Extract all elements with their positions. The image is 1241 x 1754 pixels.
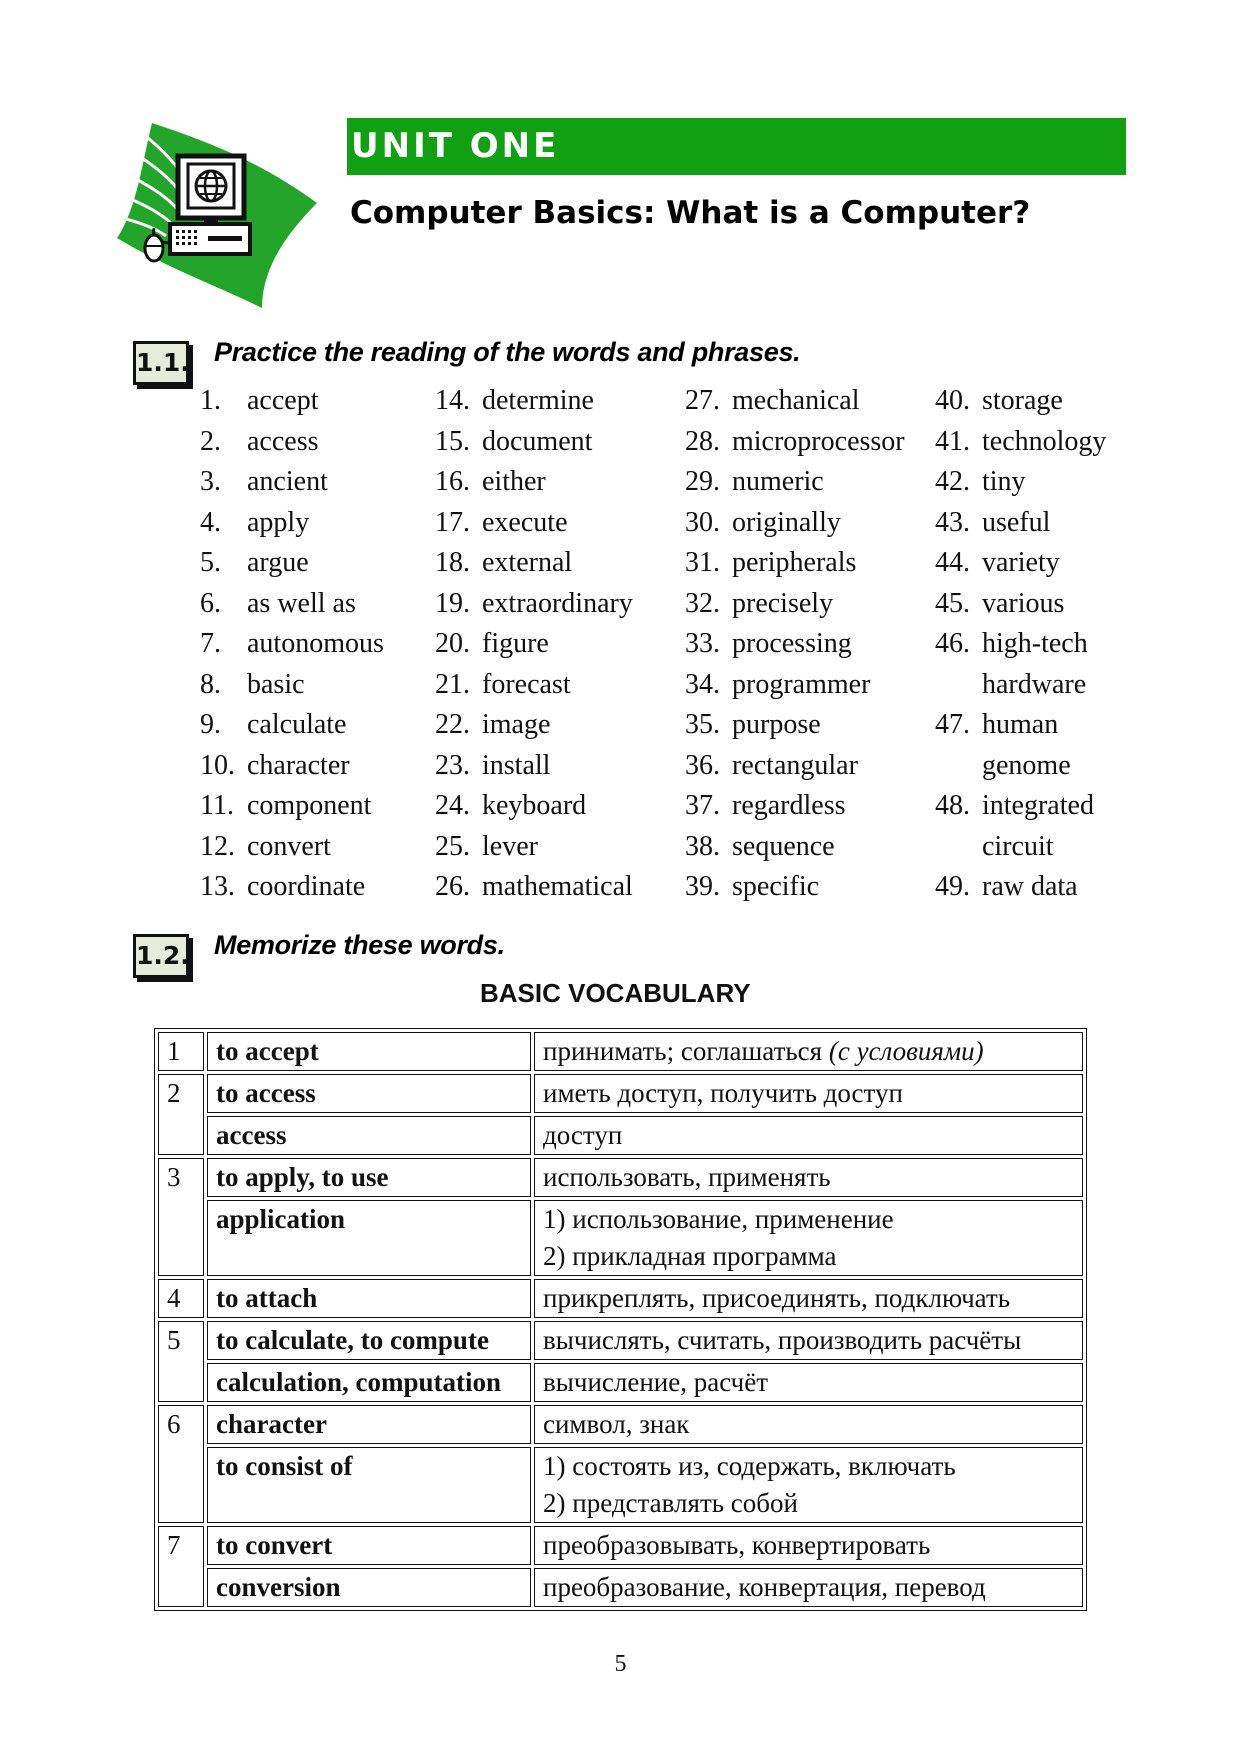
vocabulary-row [158,1116,1083,1155]
word-list-item [685,665,935,706]
word-number: 12. [200,830,235,862]
word-number: 33. [685,628,720,659]
word-list-item [435,422,685,463]
word-text: determine [482,385,594,416]
word-number: 18. [435,547,470,578]
word-text: mechanical [732,385,860,416]
word-number: 45. [935,587,970,619]
word-list-item [200,786,430,827]
word-column-2 [435,381,685,908]
word-text: install [482,749,551,781]
word-list-item [200,705,430,746]
word-list-item [685,462,935,503]
computer-globe-icon [112,118,327,313]
word-text: execute [482,506,568,538]
word-list-item [935,827,1135,868]
word-list-item [200,462,430,503]
word-number: 26. [435,871,470,902]
word-list-item [685,543,935,584]
word-text: human [982,709,1059,740]
word-number: 41. [935,425,970,457]
word-text: access [247,425,319,457]
word-number: 23. [435,749,470,781]
word-list-item [685,746,935,787]
translation-text: преобразование, конвертация, перевод [543,1572,986,1602]
word-text: calculate [247,709,347,740]
english-term: application [207,1200,531,1276]
word-text: specific [732,871,820,902]
english-term: to consist of [207,1447,531,1523]
english-term: access [207,1116,531,1155]
word-list-item [200,584,430,625]
word-text: coordinate [247,871,366,902]
word-list-item [200,543,430,584]
word-number: 8. [200,668,221,700]
vocabulary-number: 3 [158,1158,204,1276]
translation-note: (с условиями) [828,1036,984,1066]
word-list-item [935,462,1135,503]
word-text: document [482,425,593,457]
word-number: 3. [200,466,221,497]
russian-translation [534,1116,1083,1155]
vocabulary-row [158,1363,1083,1402]
word-list-item [435,705,685,746]
word-number: 1. [200,385,221,416]
word-number: 30. [685,506,720,538]
word-text: figure [482,628,549,659]
vocabulary-number: 1 [158,1032,204,1071]
word-number: 9. [200,709,221,740]
vocabulary-row [158,1447,1083,1523]
word-number: 38. [685,830,720,862]
russian-translation [534,1279,1083,1318]
translation-line: 2) представлять собой [543,1488,798,1518]
word-number: 40. [935,385,970,416]
vocabulary-heading: BASIC VOCABULARY [480,978,751,1008]
word-list-item [935,867,1135,908]
word-number: 47. [935,709,970,740]
word-list-item [935,624,1135,665]
word-text: forecast [482,668,571,700]
word-number: 5. [200,547,221,578]
word-text: component [247,790,372,821]
word-list-item [200,665,430,706]
word-number: 24. [435,790,470,821]
word-list-item [435,584,685,625]
unit-logo [112,118,327,313]
word-text: character [247,749,350,781]
russian-translation [534,1447,1083,1523]
word-text: integrated [982,790,1094,821]
word-number: 27. [685,385,720,416]
word-number: 35. [685,709,720,740]
word-text: apply [247,506,310,538]
word-text: storage [982,385,1063,416]
russian-translation [534,1321,1083,1360]
word-list-item [200,827,430,868]
word-list-item [200,381,430,422]
translation-line: 2) прикладная программа [543,1241,837,1271]
word-number: 25. [435,830,470,862]
page-title: Computer Basics: What is a Computer? [350,195,1031,231]
word-number: 22. [435,709,470,740]
unit-banner: UNIT ONE [347,118,1126,175]
word-number: 34. [685,668,720,700]
word-text: circuit [982,830,1054,862]
vocabulary-number: 6 [158,1405,204,1523]
word-text: image [482,709,551,740]
word-number: 39. [685,871,720,902]
word-list-item [685,381,935,422]
word-number: 37. [685,790,720,821]
translation-text: иметь доступ, получить доступ [543,1078,903,1108]
word-number: 10. [200,749,235,781]
word-text: argue [247,547,309,578]
word-text: high-tech [982,628,1088,659]
vocabulary-row [158,1074,1083,1113]
word-text: either [482,466,546,497]
translation-text: доступ [543,1120,623,1150]
word-list-item [435,786,685,827]
word-list-item [200,422,430,463]
word-text: ancient [247,466,328,497]
exercise-instruction-1-1: Practice the reading of the words and phrases. [214,337,801,367]
english-term: character [207,1405,531,1444]
word-number: 19. [435,587,470,619]
word-text: useful [982,506,1051,538]
word-list-item [435,503,685,544]
word-text: regardless [732,790,846,821]
word-text: sequence [732,830,835,862]
exercise-badge-1-2: 1.2. [133,934,189,978]
word-text: raw data [982,871,1078,902]
word-number: 20. [435,628,470,659]
word-list-item [685,786,935,827]
word-column-3 [685,381,935,908]
word-number: 32. [685,587,720,619]
word-list-item [435,543,685,584]
word-text: accept [247,385,319,416]
vocabulary-number: 2 [158,1074,204,1155]
translation-text: вычисление, расчёт [543,1367,769,1397]
word-list-item [685,827,935,868]
word-list-item [935,543,1135,584]
word-list-item [685,503,935,544]
exercise-instruction-1-2: Memorize these words. [214,930,505,960]
english-term: to accept [207,1032,531,1071]
word-text: precisely [732,587,834,619]
translation-text: прикреплять, присоединять, подключать [543,1283,1011,1313]
word-list-item [435,746,685,787]
word-text: peripherals [732,547,857,578]
translation-text: символ, знак [543,1409,690,1439]
word-column-4 [935,381,1135,908]
word-number: 15. [435,425,470,457]
word-list-item [685,705,935,746]
word-list-item [435,624,685,665]
vocabulary-row [158,1200,1083,1276]
vocabulary-row [158,1405,1083,1444]
word-list-item [935,584,1135,625]
word-list-item [435,867,685,908]
word-number: 31. [685,547,720,578]
english-term: conversion [207,1568,531,1607]
vocabulary-number: 7 [158,1526,204,1607]
word-number: 13. [200,871,235,902]
russian-translation [534,1200,1083,1276]
word-list-item [435,462,685,503]
word-number: 36. [685,749,720,781]
translation-text: преобразовывать, конвертировать [543,1530,931,1560]
word-number: 7. [200,628,221,659]
translation-text: вычислять, считать, производить расчёты [543,1325,1022,1355]
english-term: calculation, computation [207,1363,531,1402]
word-number: 14. [435,385,470,416]
word-text: processing [732,628,852,659]
word-text: convert [247,830,331,862]
word-list-item [935,705,1135,746]
vocabulary-number: 4 [158,1279,204,1318]
word-text: originally [732,506,841,538]
word-list-item [935,503,1135,544]
word-column-1 [200,381,430,908]
word-number: 42. [935,466,970,497]
word-number: 16. [435,466,470,497]
vocabulary-row [158,1568,1083,1607]
exercise-badge-1-1: 1.1. [133,341,189,385]
word-number: 48. [935,790,970,821]
word-list-item [200,624,430,665]
word-text: numeric [732,466,824,497]
vocabulary-row [158,1158,1083,1197]
english-term: to apply, to use [207,1158,531,1197]
word-text: tiny [982,466,1026,497]
vocabulary-row [158,1526,1083,1565]
word-number: 11. [200,790,234,821]
english-term: to convert [207,1526,531,1565]
word-list-item [435,827,685,868]
russian-translation [534,1032,1083,1071]
word-number: 2. [200,425,221,457]
word-text: as well as [247,587,356,619]
word-text: various [982,587,1065,619]
translation-text: принимать; соглашаться [543,1036,829,1066]
english-term: to attach [207,1279,531,1318]
word-list-item [200,503,430,544]
page-number: 5 [614,1651,627,1677]
word-number: 49. [935,871,970,902]
word-number: 44. [935,547,970,578]
english-term: to access [207,1074,531,1113]
vocabulary-row [158,1321,1083,1360]
russian-translation [534,1405,1083,1444]
translation-line: 1) состоять из, содержать, включать [543,1451,956,1481]
vocabulary-row [158,1279,1083,1318]
russian-translation [534,1568,1083,1607]
word-list-item [935,381,1135,422]
word-number: 46. [935,628,970,659]
russian-translation [534,1158,1083,1197]
word-text: mathematical [482,871,633,902]
translation-text: использовать, применять [543,1162,831,1192]
word-text: extraordinary [482,587,633,619]
word-text: purpose [732,709,821,740]
word-text: external [482,547,573,578]
word-text: rectangular [732,749,858,781]
word-number: 17. [435,506,470,538]
vocabulary-row [158,1032,1083,1071]
word-number: 28. [685,425,720,457]
word-list-item [435,381,685,422]
word-text: autonomous [247,628,384,659]
word-list-item [935,665,1135,706]
word-number: 6. [200,587,221,619]
word-text: basic [247,668,305,700]
word-text: technology [982,425,1107,457]
russian-translation [534,1526,1083,1565]
word-text: hardware [982,668,1087,700]
word-list-item [685,624,935,665]
word-number: 21. [435,668,470,700]
word-list-item [685,422,935,463]
word-text: genome [982,749,1071,781]
word-list-item [935,746,1135,787]
word-list-item [935,422,1135,463]
word-text: lever [482,830,538,862]
word-text: variety [982,547,1060,578]
word-text: keyboard [482,790,587,821]
word-list-item [685,584,935,625]
word-list-item [200,746,430,787]
russian-translation [534,1363,1083,1402]
word-number: 43. [935,506,970,538]
vocabulary-table [154,1028,1087,1611]
word-list-item [685,867,935,908]
russian-translation [534,1074,1083,1113]
translation-line: 1) использование, применение [543,1204,894,1234]
word-text: microprocessor [732,425,905,457]
word-number: 29. [685,466,720,497]
vocabulary-number: 5 [158,1321,204,1402]
word-text: programmer [732,668,871,700]
word-number: 4. [200,506,221,538]
word-list-item [200,867,430,908]
word-list-item [935,786,1135,827]
word-list-item [435,665,685,706]
english-term: to calculate, to compute [207,1321,531,1360]
